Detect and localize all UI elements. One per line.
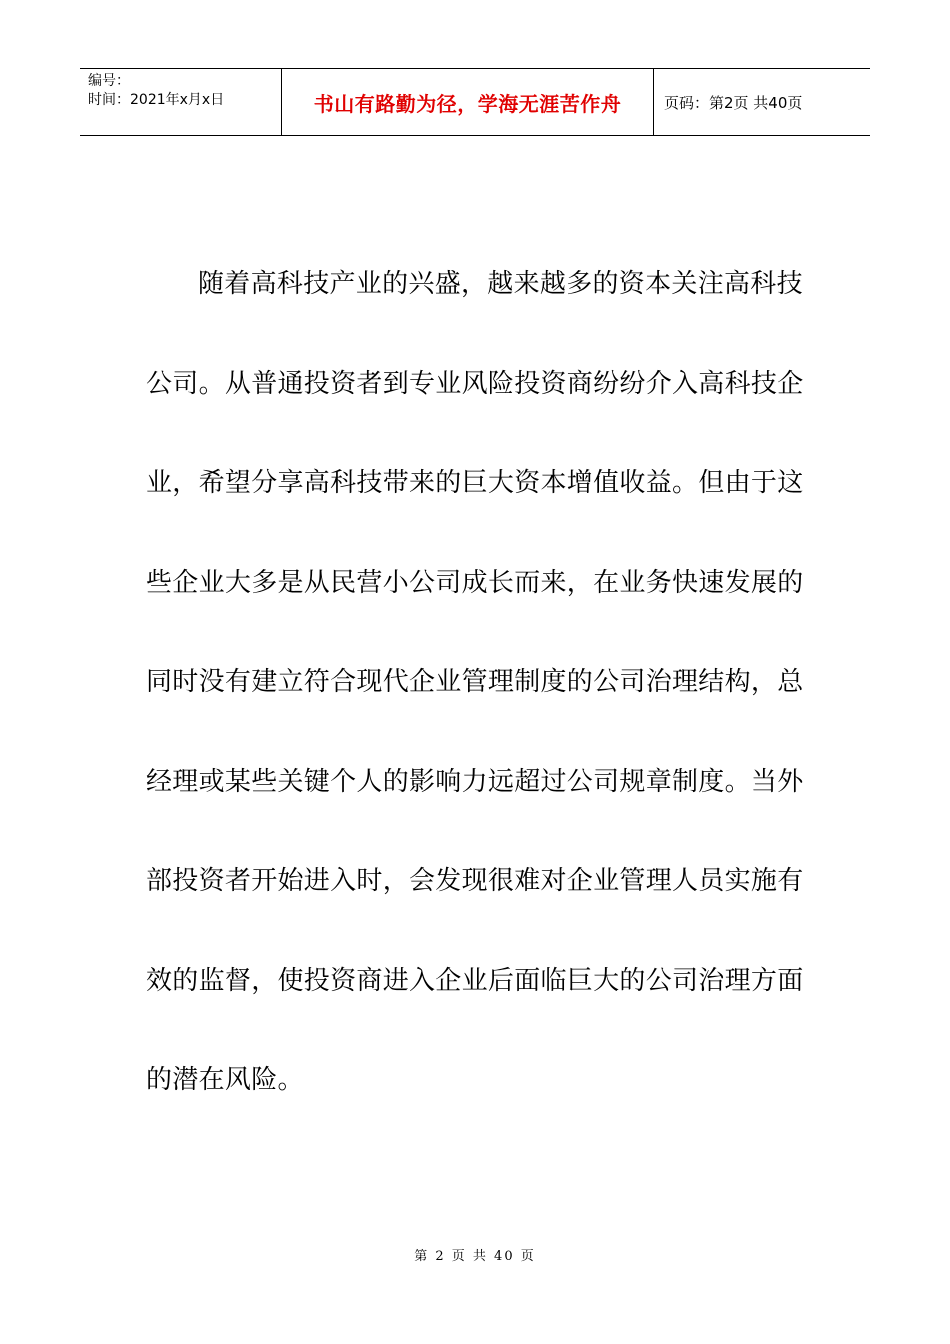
document-header [80,68,870,136]
paragraph-line: 经理或某些关键个人的影响力远超过公司规章制度。当外 [146,766,804,797]
document-number-label: 编号： [88,73,130,89]
document-body [146,252,808,1148]
header-motto-cell [282,69,654,135]
header-meta-cell [80,69,282,135]
header-page-code: 页码：第2页 共40页 [664,93,803,112]
paragraph-line: 同时没有建立符合现代企业管理制度的公司治理结构，总 [146,667,804,697]
paragraph-line: 效的监督，使投资商进入企业后面临巨大的公司治理方面 [146,965,804,996]
paragraph-line: 部投资者开始进入时，会发现很难对企业管理人员实施有 [146,866,804,896]
paragraph-line: 公司。从普通投资者到专业风险投资商纷纷介入高科技企 [146,368,804,399]
paragraph-line: 的潜在风险。 [146,1065,304,1095]
paragraph-line: 随着高科技产业的兴盛，越来越多的资本关注高科技 [198,269,803,299]
document-date-label: 时间：2021年x月x日 [88,92,225,108]
page-footer: 第 2 页 共 40 页 [414,1249,536,1264]
header-page-cell [654,69,870,135]
header-motto: 书山有路勤为径，学海无涯苦作舟 [313,91,622,116]
paragraph-line: 些企业大多是从民营小公司成长而来，在业务快速发展的 [146,567,804,598]
paragraph-line: 业，希望分享高科技带来的巨大资本增值收益。但由于这 [146,468,804,498]
